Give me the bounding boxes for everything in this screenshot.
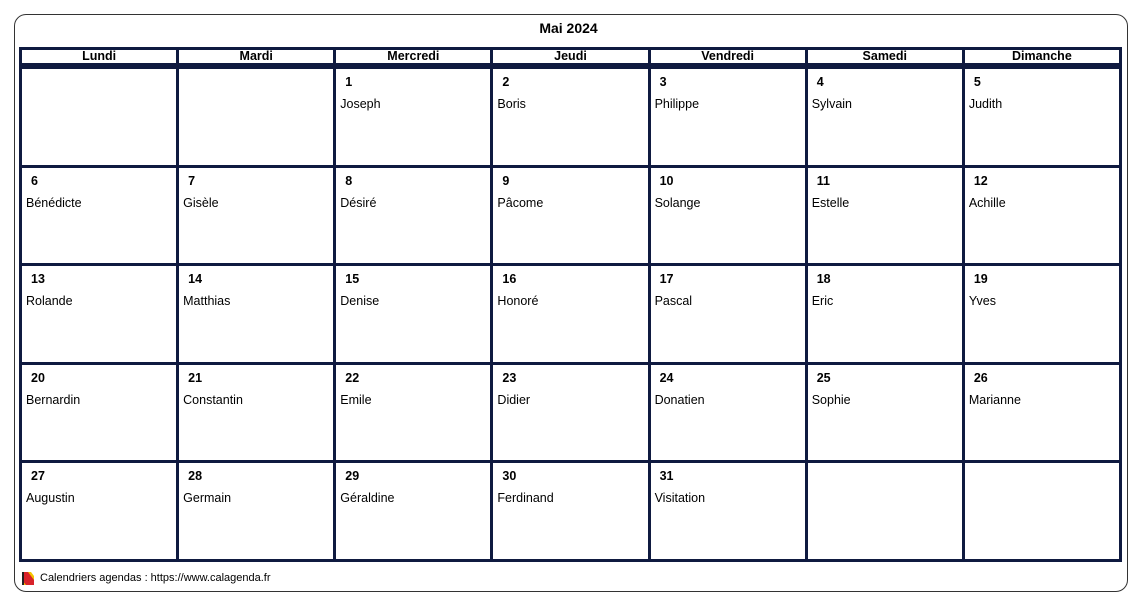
saint-name: Bernardin — [26, 392, 81, 407]
day-cell — [493, 365, 647, 461]
day-number: 8 — [345, 173, 353, 188]
saint-name: Constantin — [183, 392, 243, 407]
day-number: 25 — [816, 370, 831, 385]
saint-name: Pâcome — [497, 195, 544, 210]
saint-name: Marianne — [968, 392, 1021, 407]
day-number: 15 — [345, 272, 360, 287]
weekday-tuesday: Mardi — [179, 50, 333, 63]
day-cell — [179, 463, 333, 559]
day-number: 18 — [816, 272, 831, 287]
footer-text[interactable]: Calendriers agendas : https://www.calagenda.fr — [40, 572, 271, 584]
day-number: 7 — [188, 173, 196, 188]
day-number: 11 — [816, 173, 830, 188]
saint-name: Ferdinand — [497, 491, 554, 506]
day-cell — [22, 463, 176, 559]
saint-name: Sylvain — [811, 97, 852, 111]
day-cell — [22, 266, 176, 362]
saint-name: Denise — [340, 294, 380, 309]
day-cell — [651, 365, 805, 461]
weekday-header-row — [19, 47, 1122, 66]
day-number: 4 — [816, 75, 824, 89]
day-cell — [179, 266, 333, 362]
day-number: 10 — [659, 173, 674, 188]
day-number: 29 — [345, 469, 360, 484]
day-cell — [336, 69, 490, 165]
day-cell — [22, 69, 176, 165]
day-cell — [808, 266, 962, 362]
day-number: 5 — [973, 75, 981, 89]
day-number: 1 — [345, 75, 353, 89]
day-cell — [22, 168, 176, 264]
weekday-sunday: Dimanche — [965, 50, 1119, 63]
saint-name: Pascal — [654, 294, 693, 309]
day-cell — [808, 365, 962, 461]
saint-name: Visitation — [654, 491, 706, 506]
day-number: 23 — [502, 370, 517, 385]
day-number: 28 — [188, 469, 203, 484]
saint-name: Donatien — [654, 392, 705, 407]
day-number: 20 — [31, 370, 45, 385]
day-cell — [493, 168, 647, 264]
saint-name: Yves — [968, 294, 996, 309]
day-cell — [651, 69, 805, 165]
saint-name: Achille — [968, 195, 1006, 210]
day-cell — [965, 69, 1119, 165]
saint-name: Estelle — [811, 195, 850, 210]
day-cell — [336, 266, 490, 362]
day-cell — [336, 168, 490, 264]
saint-name: Eric — [811, 294, 834, 309]
saint-name: Boris — [497, 97, 526, 111]
calendar-title: Mai 2024 — [539, 20, 598, 36]
saint-name: Judith — [968, 97, 1003, 111]
day-number: 3 — [659, 75, 667, 89]
saint-name: Sophie — [811, 392, 851, 407]
weekday-thursday: Jeudi — [493, 50, 647, 63]
saint-name: Bénédicte — [26, 195, 82, 210]
weekday-saturday: Samedi — [808, 50, 962, 63]
saint-name: Géraldine — [340, 491, 395, 506]
calagenda-logo-icon — [22, 572, 34, 585]
day-cell — [808, 69, 962, 165]
day-cell — [179, 168, 333, 264]
day-cell — [651, 266, 805, 362]
day-cell — [179, 69, 333, 165]
day-number: 6 — [31, 173, 38, 188]
saint-name: Rolande — [26, 294, 73, 309]
day-cell — [651, 168, 805, 264]
saint-name: Solange — [654, 195, 701, 210]
saint-name: Désiré — [340, 195, 377, 210]
day-cell — [179, 365, 333, 461]
day-cell — [493, 463, 647, 559]
weekday-monday: Lundi — [22, 50, 176, 63]
day-number: 13 — [31, 272, 45, 287]
day-number: 22 — [345, 370, 360, 385]
weekday-friday: Vendredi — [651, 50, 805, 63]
day-number: 30 — [502, 469, 517, 484]
day-number: 9 — [502, 173, 510, 188]
day-number: 26 — [973, 370, 988, 385]
day-cell — [22, 365, 176, 461]
day-number: 12 — [973, 173, 988, 188]
day-number: 24 — [659, 370, 674, 385]
day-cell — [965, 365, 1119, 461]
day-cell — [493, 266, 647, 362]
saint-name: Matthias — [183, 294, 231, 309]
saint-name: Philippe — [654, 97, 700, 111]
day-number: 17 — [659, 272, 674, 287]
day-cell — [965, 266, 1119, 362]
day-number: 19 — [973, 272, 988, 287]
saint-name: Germain — [183, 491, 232, 506]
day-cell — [808, 463, 962, 559]
saint-name: Joseph — [340, 97, 381, 111]
day-number: 27 — [31, 469, 45, 484]
day-cell — [808, 168, 962, 264]
day-number: 21 — [188, 370, 203, 385]
day-cell — [965, 168, 1119, 264]
day-cell — [336, 463, 490, 559]
saint-name: Gisèle — [183, 195, 219, 210]
day-cell — [493, 69, 647, 165]
calendar-grid — [19, 66, 1122, 562]
saint-name: Honoré — [497, 294, 539, 309]
day-cell — [336, 365, 490, 461]
saint-name: Augustin — [26, 491, 75, 506]
day-cell — [651, 463, 805, 559]
saint-name: Emile — [340, 392, 372, 407]
day-number: 2 — [502, 75, 510, 89]
day-number: 31 — [659, 469, 674, 484]
footer — [22, 570, 271, 586]
day-number: 16 — [502, 272, 517, 287]
day-cell — [965, 463, 1119, 559]
saint-name: Didier — [497, 392, 531, 407]
weekday-wednesday: Mercredi — [336, 50, 490, 63]
day-number: 14 — [188, 272, 203, 287]
